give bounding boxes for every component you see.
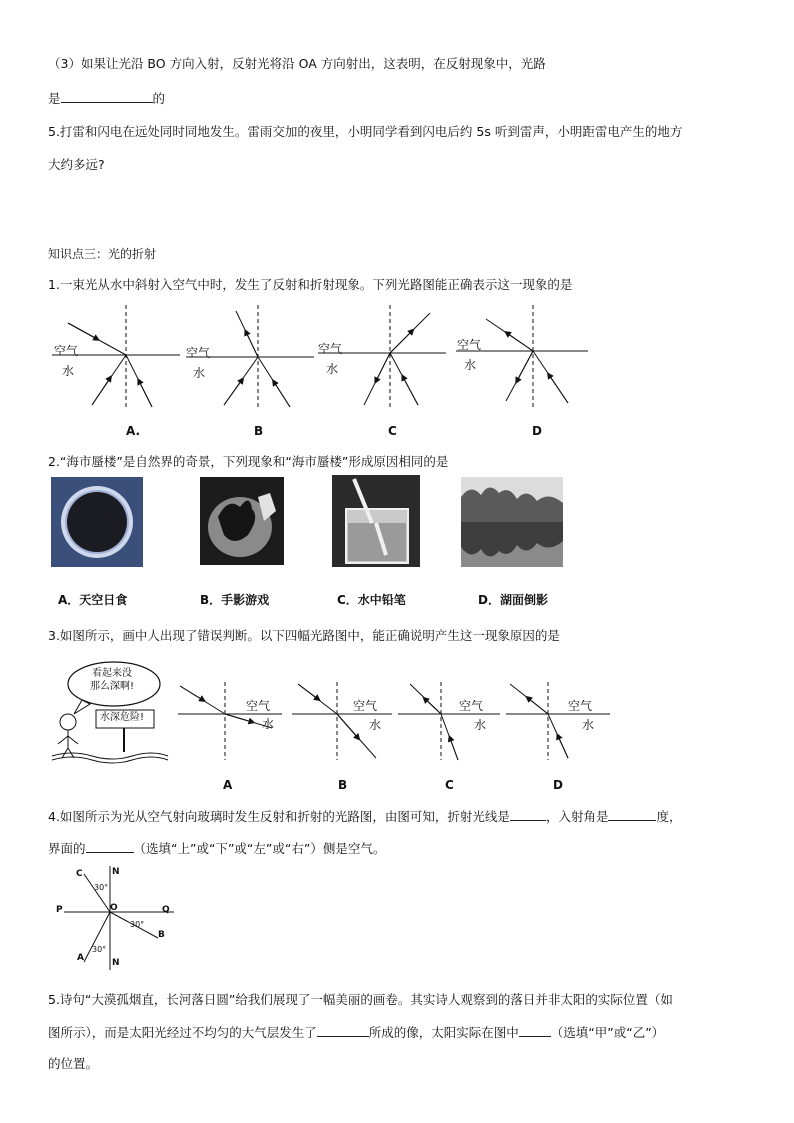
sun-position-blank[interactable]: [519, 1024, 551, 1037]
q1-diagram-c: [318, 305, 446, 410]
answer-blank[interactable]: [61, 90, 153, 103]
q3-option-d[interactable]: D: [553, 778, 563, 792]
q5-line1: 5.诗句“大漠孤烟直，长河落日圆”给我们展现了一幅美丽的画卷。其实诗人观察到的落日并非太阳的实际位置（如: [48, 992, 673, 1007]
cartoon-sign: 水深危险!: [100, 712, 145, 723]
q3-diagram-d: [506, 682, 610, 760]
q3-text: 3.如图所示，画中人出现了错误判断。以下四幅光路图中，能正确说明产生这一现象原因的是: [48, 628, 560, 643]
q1-option-d[interactable]: D: [532, 424, 542, 438]
q1-diagrams: [0, 305, 794, 445]
q3-air-label-a: 空气: [246, 699, 271, 713]
q4-label-b: B: [158, 930, 165, 940]
q3-diagrams: [0, 676, 794, 766]
cartoon-bubble-line1: 看起来没: [92, 668, 132, 679]
phenomenon-blank[interactable]: [317, 1024, 369, 1037]
q3-option-b[interactable]: B: [338, 778, 348, 792]
q5-thunder-line2: 大约多远?: [48, 157, 105, 172]
q4-label-q: Q: [162, 905, 170, 915]
q3-water-label-a: 水: [262, 717, 275, 731]
q1-text: 1.一束光从水中斜射入空气中时，发生了反射和折射现象。下列光路图能正确表示这一现象的是: [48, 277, 573, 292]
q1-water-label-d: 水: [464, 358, 477, 372]
eclipse-photo: [51, 477, 143, 567]
pencil-in-water-photo: [332, 475, 420, 567]
q4-label-o: O: [110, 903, 118, 913]
q3-reflection-line2: 是 的: [48, 91, 166, 106]
cartoon-bubble-line2: 那么深啊!: [90, 681, 135, 692]
q4-label-p: P: [56, 905, 63, 915]
q4-diagram: [54, 866, 194, 976]
q4-label-a: A: [77, 953, 84, 963]
q1-option-a[interactable]: A.: [126, 424, 141, 438]
q1-water-label-b: 水: [193, 366, 206, 380]
q3-water-label-d: 水: [582, 718, 595, 732]
q2-option-d[interactable]: D．湖面倒影: [478, 593, 548, 607]
q3-reflection-line1: （3）如果让光沿 BO 方向入射，反射光将沿 OA 方向射出，这表明，在反射现象中，光路: [48, 56, 546, 71]
q1-water-label-a: 水: [62, 364, 75, 378]
q3-option-c[interactable]: C: [445, 778, 454, 792]
q2-option-b[interactable]: B．手影游戏: [200, 593, 270, 607]
hand-shadow-photo: [200, 477, 284, 565]
q3-water-label-c: 水: [474, 718, 487, 732]
q1-air-label-b: 空气: [186, 346, 211, 360]
q1-air-label-d: 空气: [457, 338, 482, 352]
q4-label-n-top: N: [112, 867, 120, 877]
q4-label-angle-3: 30°: [92, 945, 107, 954]
incidence-angle-blank[interactable]: [608, 808, 656, 821]
q1-air-label-a: 空气: [54, 344, 79, 358]
section-title: 知识点三：光的折射: [48, 247, 157, 261]
q4-label-c: C: [76, 869, 83, 879]
q4-line2: 界面的 （选填“上”或“下”或“左”或“右”）侧是空气。: [48, 841, 386, 856]
q3-water-label-b: 水: [369, 718, 382, 732]
q1-air-label-c: 空气: [318, 342, 343, 356]
q4-label-angle-1: 30°: [94, 883, 109, 892]
q3-air-label-b: 空气: [353, 699, 378, 713]
q5-line3: 的位置。: [48, 1056, 99, 1071]
air-side-blank[interactable]: [86, 840, 134, 853]
q4-label-angle-2: 30°: [130, 920, 145, 929]
q3-air-label-d: 空气: [568, 699, 593, 713]
q5-line2: 图所示），而是太阳光经过不均匀的大气层发生了 所成的像，太阳实际在图中 （选填“甲”或“乙”）: [48, 1025, 665, 1040]
refracted-ray-blank[interactable]: [510, 808, 546, 821]
q2-option-a[interactable]: A．天空日食: [58, 593, 128, 607]
lake-reflection-photo: [461, 477, 563, 567]
q1-option-b[interactable]: B: [254, 424, 264, 438]
q1-option-c[interactable]: C: [388, 424, 397, 438]
q5-thunder-line1: 5.打雷和闪电在远处同时同地发生。雷雨交加的夜里，小明同学看到闪电后约 5s 听到雷声，小明距雷电产生的地方: [48, 124, 683, 139]
q2-text: 2.“海市蜃楼”是自然界的奇景，下列现象和“海市蜃楼”形成原因相同的是: [48, 454, 449, 469]
q3-option-a[interactable]: A: [223, 778, 233, 792]
q3-air-label-c: 空气: [459, 699, 484, 713]
q4-line1: 4.如图所示为光从空气射向玻璃时发生反射和折射的光路图，由图可知，折射光线是 ，入射角是 度，: [48, 809, 682, 824]
q2-option-c[interactable]: C．水中铅笔: [337, 593, 406, 607]
q1-water-label-c: 水: [326, 362, 339, 376]
q4-label-n-bottom: N: [112, 958, 120, 968]
